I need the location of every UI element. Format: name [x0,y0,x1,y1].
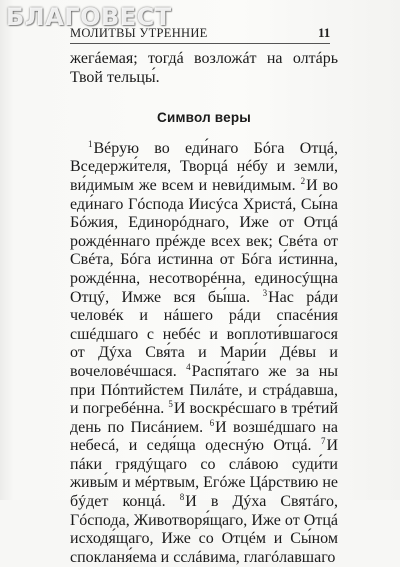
verse-number: 8 [179,492,185,503]
text-block [70,50,338,567]
verse-text: И в Дýха Святáго, Гóспода, Животворя́щаго, Иже от Отцá исходя́щаго, Иже со Отцéм и Сы́ном спокланя́ема и сслáвима, глагóлавшаго [70,493,338,566]
prev-prayer-end: жегáемая; тогдá возложáт на олтáрь Твой тельцы́. [70,50,338,86]
verse-number: 2 [300,175,306,186]
page-number: 11 [318,25,331,40]
verse-number: 1 [88,138,93,149]
watermark-logo: БЛАГОВЕСТ [6,3,172,31]
header-rule [70,43,330,44]
verse-number: 5 [168,399,173,410]
verse-text: И возшéдшаго на небесá, и седя́ща одеснýю Отцá. [70,418,339,455]
section-heading: Символ веры [157,110,251,126]
verse-number: 3 [262,287,268,298]
creed-paragraph [70,140,338,567]
verse-text: И во еди́наго Гóспода Иисýса Христá, Сы́на Бóжия, Единорóднаго, Иже от Отцá рождéннаго прéжде всех век; Свéта от Свéта, Бóга и́стинна от Бóга и́стинна, рождéнна, несотворéнна, единосýщна Отцý, Имже вся бы́ша. [70,176,339,306]
verse-text: И воскрéсшаго в трéтий день по Писáнием. [70,400,339,436]
verse-number: 4 [186,361,191,372]
running-head: МОЛИТВЫ УТРЕННИЕ [70,26,208,40]
verse-text: И пáки грядýщаго со слáвою суди́ти живы́м и мéртвым, Егóже Цáрствию не бýдет концá. [70,437,338,511]
verse-number: 6 [209,417,215,428]
verse-text: Нас рáди человéк и нáшего рáди спасéния сшéдшаго с небéс и воплоти́вшагося от Дýха Свя́та и Мари́и Дéвы и вочеловéчшася. [70,288,339,380]
verse-text: Распя́таго же за ны при Пónтийстем Пилáте, и стрáдавша, и погребéнна. [70,362,339,418]
verse-number: 7 [320,436,326,447]
verse-text: Вéрую во еди́наго Бóга Отцá, Вседержи́теля, Творцá нéбу и земли́, ви́димым же всем и неви́димым. [70,139,338,194]
